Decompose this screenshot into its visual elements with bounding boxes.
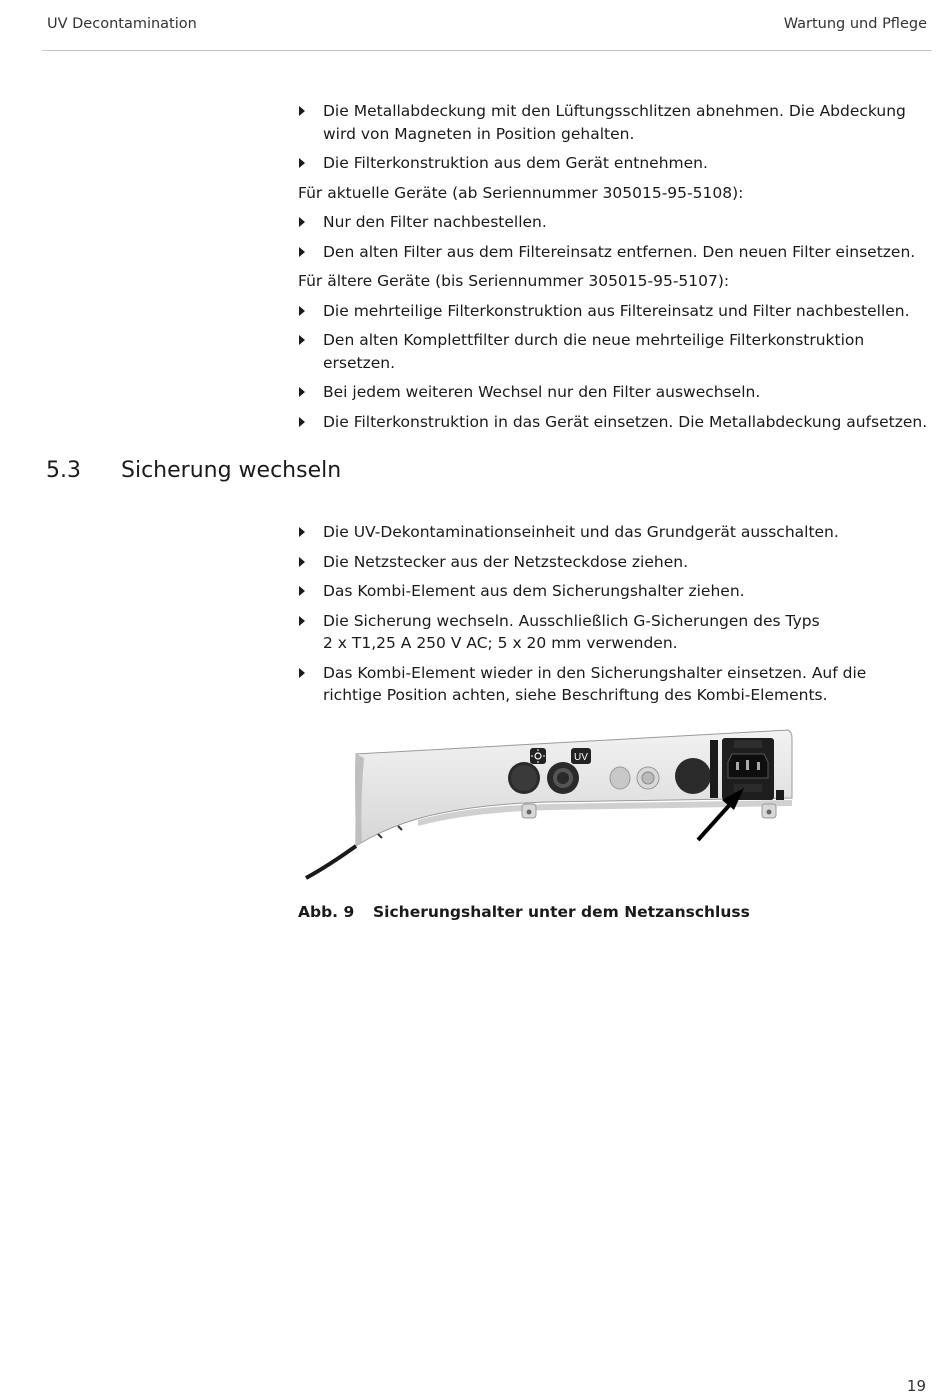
bullet-arrow-icon — [299, 557, 305, 567]
list-item: Die Sicherung wechseln. Ausschließlich G-Sicherungen des Typs 2 x T1,25 A 250 V AC; 5 x 20 mm verwenden. — [298, 610, 928, 655]
paragraph: Für aktuelle Geräte (ab Seriennummer 305015-95-5108): — [298, 183, 744, 202]
list-item: Den alten Komplettfilter durch die neue mehrteilige Filterkonstruktion ersetzen. — [298, 329, 928, 374]
list-item: Die mehrteilige Filterkonstruktion aus Filtereinsatz und Filter nachbestellen. — [298, 300, 928, 323]
bullet-arrow-icon — [299, 586, 305, 596]
list-item: Das Kombi-Element wieder in den Sicherungshalter einsetzen. Auf die richtige Position achten, siehe Beschriftung des Kombi-Elements. — [298, 662, 928, 707]
page-header — [42, 0, 932, 51]
list-item: Die Filterkonstruktion in das Gerät einsetzen. Die Metallabdeckung aufsetzen. — [298, 411, 928, 434]
list-item: Die Filterkonstruktion aus dem Gerät entnehmen. — [298, 152, 928, 175]
list-item: Die Metallabdeckung mit den Lüftungsschlitzen abnehmen. Die Abdeckung wird von Magneten in Position gehalten. — [298, 100, 928, 145]
list-item: Den alten Filter aus dem Filtereinsatz entfernen. Den neuen Filter einsetzen. — [298, 241, 928, 264]
instruction-list-filter — [298, 100, 928, 433]
uv-badge-label: UV — [574, 752, 588, 763]
bullet-arrow-icon — [299, 527, 305, 537]
bullet-arrow-icon — [299, 417, 305, 427]
device-rear-panel-image — [298, 716, 798, 886]
bullet-arrow-icon — [299, 158, 305, 168]
bullet-arrow-icon — [299, 335, 305, 345]
instruction-list-fuse — [298, 521, 928, 707]
section-title: Sicherung wechseln — [121, 458, 342, 483]
caption-label: Abb. 9 — [298, 903, 355, 921]
list-item: Das Kombi-Element aus dem Sicherungshalter ziehen. — [298, 580, 928, 603]
bullet-arrow-icon — [299, 106, 305, 116]
bullet-arrow-icon — [299, 668, 305, 678]
list-item: Nur den Filter nachbestellen. — [298, 211, 928, 234]
bullet-arrow-icon — [299, 217, 305, 227]
bullet-arrow-icon — [299, 247, 305, 257]
list-item: Die Netzstecker aus der Netzsteckdose ziehen. — [298, 551, 928, 574]
bullet-arrow-icon — [299, 616, 305, 626]
header-document-title: UV Decontamination — [47, 16, 197, 32]
list-item: Die UV-Dekontaminationseinheit und das Grundgerät ausschalten. — [298, 521, 928, 544]
header-chapter-title: Wartung und Pflege — [783, 16, 927, 32]
section-number: 5.3 — [46, 458, 81, 483]
list-item: Bei jedem weiteren Wechsel nur den Filter auswechseln. — [298, 381, 928, 404]
bullet-arrow-icon — [299, 387, 305, 397]
bullet-arrow-icon — [299, 306, 305, 316]
paragraph: Für ältere Geräte (bis Seriennummer 305015-95-5107): — [298, 272, 730, 290]
caption-text: Sicherungshalter unter dem Netzanschluss — [373, 903, 750, 921]
page-number: 19 — [906, 1377, 926, 1395]
figure-device-illustration — [298, 716, 798, 886]
